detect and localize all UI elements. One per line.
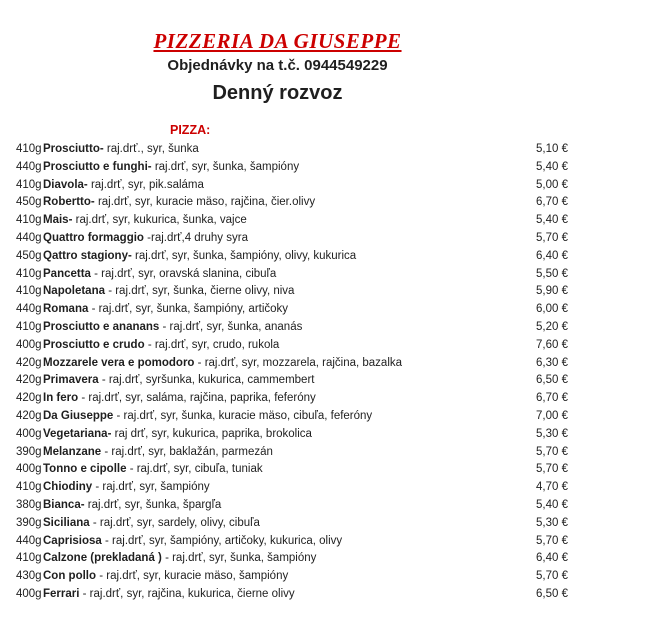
item-description: raj.drť, syr, šunka, šampióny <box>154 160 300 173</box>
item-text <box>43 570 288 582</box>
item-text <box>43 214 247 226</box>
item-description: - raj.drť, syr, šunka, šampióny, artičoky <box>91 303 289 316</box>
item-description: - raj.drť, syršunka, kukurica, cammembert <box>101 374 315 387</box>
item-text <box>43 481 210 493</box>
item-name: Da Giuseppe <box>43 409 114 422</box>
menu-item-row <box>0 408 650 426</box>
item-text <box>43 428 312 440</box>
menu-item-row <box>0 568 650 586</box>
item-name: Vegetariana- <box>43 427 112 440</box>
item-price: 5,30 € <box>536 427 568 440</box>
item-description: - raj.drť, syr, mozzarela, rajčina, bazalka <box>197 356 403 369</box>
item-price: 6,40 € <box>536 249 568 262</box>
item-price: 5,00 € <box>536 178 568 191</box>
item-name: Calzone (prekladaná ) <box>43 552 162 565</box>
item-name: Napoletana <box>43 285 105 298</box>
item-price: 5,30 € <box>536 516 568 529</box>
item-weight: 390g <box>16 445 42 458</box>
menu-item-row <box>0 266 650 284</box>
item-description: raj.drť, syr, šunka, šampióny, olivy, kukurica <box>135 249 357 262</box>
item-name: Qattro stagiony- <box>43 249 132 262</box>
menu-item-row <box>0 515 650 533</box>
menu-item-row <box>0 230 650 248</box>
item-description: raj.drť, syr, pik.saláma <box>90 178 204 191</box>
item-description: - raj.drť, syr, saláma, rajčina, paprika, feferóny <box>81 392 316 405</box>
item-text <box>43 285 294 297</box>
item-description: - raj.drť, syr, baklažán, parmezán <box>104 445 273 458</box>
item-weight: 400g <box>16 427 42 440</box>
item-description: - raj.drť, syr, oravská slanina, cibuľa <box>94 267 277 280</box>
item-text <box>43 552 316 564</box>
item-name: Mozzarele vera e pomodoro <box>43 356 195 369</box>
item-weight: 410g <box>16 481 42 494</box>
menu-item-row <box>0 159 650 177</box>
item-weight: 450g <box>16 249 42 262</box>
item-description: raj.drť., syr, šunka <box>106 143 199 155</box>
item-name: Melanzane <box>43 445 102 458</box>
item-price: 5,70 € <box>536 445 568 458</box>
item-text <box>43 446 273 458</box>
item-price: 6,00 € <box>536 303 568 316</box>
item-price: 5,50 € <box>536 267 568 280</box>
item-name: Bianca- <box>43 498 85 511</box>
restaurant-title: PIZZERIA DA GIUSEPPE <box>153 29 402 53</box>
item-text <box>43 268 276 280</box>
item-weight: 400g <box>16 338 42 351</box>
item-text <box>43 357 402 369</box>
item-description: - raj.drť, syr, cibuľa, tuniak <box>129 463 263 476</box>
item-weight: 410g <box>16 552 42 565</box>
item-price: 7,60 € <box>536 338 568 351</box>
item-description: raj.drť, syr, kukurica, šunka, vajce <box>75 214 247 227</box>
menu-item-row <box>0 337 650 355</box>
item-price: 6,70 € <box>536 196 568 209</box>
item-price: 6,30 € <box>536 356 568 369</box>
item-description: - raj.drť, syr, rajčina, kukurica, čierne olivy <box>82 587 295 600</box>
item-price: 6,40 € <box>536 552 568 565</box>
section-label-pizza: PIZZA: <box>170 123 211 137</box>
item-description: raj.drť, syr, kuracie mäso, rajčina, čier.olivy <box>97 196 316 209</box>
item-name: Siciliana <box>43 516 90 529</box>
item-text <box>43 535 342 547</box>
item-weight: 380g <box>16 498 42 511</box>
item-description: - raj.drť, syr, šampióny, artičoky, kukurica, olivy <box>105 534 343 547</box>
item-price: 5,70 € <box>536 570 568 583</box>
item-text <box>43 321 302 333</box>
item-name: Tonno e cipolle <box>43 463 127 476</box>
menu-item-row <box>0 461 650 479</box>
item-name: In fero <box>43 392 79 405</box>
item-weight: 440g <box>16 160 42 173</box>
item-name: Prosciutto- <box>43 143 104 155</box>
item-weight: 390g <box>16 516 42 529</box>
item-text <box>43 232 248 244</box>
menu-item-row <box>0 248 650 266</box>
menu-item-row <box>0 533 650 551</box>
item-name: Diavola- <box>43 178 88 191</box>
menu-item-row <box>0 212 650 230</box>
item-weight: 410g <box>16 320 42 333</box>
menu-item-row <box>0 372 650 390</box>
item-description: -raj.drť,4 druhy syra <box>147 231 248 244</box>
item-weight: 430g <box>16 570 42 583</box>
item-text <box>43 517 260 529</box>
menu-item-row <box>0 390 650 408</box>
item-price: 6,50 € <box>536 587 568 600</box>
menu-item-row <box>0 177 650 195</box>
menu-item-row <box>0 479 650 497</box>
item-text <box>43 143 199 155</box>
menu-item-row <box>0 301 650 319</box>
item-text <box>43 179 204 191</box>
item-description: - raj.drť, syr, šunka, šampióny <box>165 552 317 565</box>
item-text <box>43 410 372 422</box>
item-weight: 420g <box>16 374 42 387</box>
item-weight: 420g <box>16 392 42 405</box>
item-name: Mais- <box>43 214 73 227</box>
item-name: Primavera <box>43 374 99 387</box>
item-weight: 410g <box>16 285 42 298</box>
item-price: 6,50 € <box>536 374 568 387</box>
item-text <box>43 250 356 262</box>
item-price: 5,40 € <box>536 160 568 173</box>
menu-item-row <box>0 550 650 568</box>
item-weight: 440g <box>16 534 42 547</box>
item-name: Romana <box>43 303 89 316</box>
page-header <box>0 0 555 105</box>
menu-item-row <box>0 355 650 373</box>
menu-item-row <box>0 426 650 444</box>
item-description: - raj.drť, syr, šunka, kuracie mäso, cibuľa, feferóny <box>116 409 373 422</box>
item-text <box>43 303 288 315</box>
item-name: Chiodiny <box>43 481 93 494</box>
item-price: 4,70 € <box>536 481 568 494</box>
item-name: Pancetta <box>43 267 91 280</box>
item-weight: 410g <box>16 267 42 280</box>
item-text <box>43 374 314 386</box>
item-weight: 410g <box>16 178 42 191</box>
item-weight: 440g <box>16 231 42 244</box>
item-weight: 410g <box>16 214 42 227</box>
menu-item-row <box>0 141 650 159</box>
item-weight: 400g <box>16 463 42 476</box>
item-text <box>43 588 295 600</box>
item-price: 5,40 € <box>536 214 568 227</box>
item-price: 6,70 € <box>536 392 568 405</box>
menu-item-row <box>0 283 650 301</box>
item-description: - raj.drť, syr, sardely, olivy, cibuľa <box>92 516 260 529</box>
item-description: - raj.drť, syr, šunka, čierne olivy, niva <box>108 285 295 298</box>
item-description: - raj.drť, syr, šunka, ananás <box>162 320 303 333</box>
menu-item-row <box>0 194 650 212</box>
item-description: - raj.drť, syr, šampióny <box>95 481 210 494</box>
item-name: Con pollo <box>43 570 97 583</box>
menu-item-row <box>0 444 650 462</box>
daily-delivery-heading: Denný rozvoz <box>212 82 343 104</box>
item-weight: 440g <box>16 303 42 316</box>
pizza-menu-list <box>0 141 650 604</box>
item-price: 5,70 € <box>536 534 568 547</box>
item-weight: 400g <box>16 587 42 600</box>
item-price: 7,00 € <box>536 409 568 422</box>
item-name: Prosciutto e ananans <box>43 320 160 333</box>
menu-item-row <box>0 586 650 604</box>
item-text <box>43 196 315 208</box>
item-name: Caprisiosa <box>43 534 102 547</box>
item-name: Prosciutto e funghi- <box>43 160 152 173</box>
item-weight: 420g <box>16 409 42 422</box>
item-price: 5,40 € <box>536 498 568 511</box>
item-name: Prosciutto e crudo <box>43 338 145 351</box>
item-price: 5,90 € <box>536 285 568 298</box>
item-text <box>43 463 263 475</box>
item-weight: 450g <box>16 196 42 209</box>
item-text <box>43 392 316 404</box>
item-weight: 420g <box>16 356 42 369</box>
item-description: raj drť, syr, kukurica, paprika, brokolica <box>114 427 312 440</box>
item-name: Robertto- <box>43 196 95 209</box>
item-description: - raj.drť, syr, crudo, rukola <box>147 338 280 351</box>
item-price: 5,10 € <box>536 143 568 155</box>
item-text <box>43 499 221 511</box>
menu-item-row <box>0 497 650 515</box>
menu-item-row <box>0 319 650 337</box>
item-text <box>43 161 299 173</box>
item-text <box>43 339 279 351</box>
item-description: - raj.drť, syr, kuracie mäso, šampióny <box>99 570 289 583</box>
item-name: Quattro formaggio <box>43 231 144 244</box>
item-price: 5,70 € <box>536 463 568 476</box>
item-description: raj.drť, syr, šunka, špargľa <box>87 498 222 511</box>
item-price: 5,20 € <box>536 320 568 333</box>
item-weight: 410g <box>16 143 42 155</box>
order-phone-line: Objednávky na t.č. 0944549229 <box>167 57 388 74</box>
item-price: 5,70 € <box>536 231 568 244</box>
item-name: Ferrari <box>43 587 80 600</box>
